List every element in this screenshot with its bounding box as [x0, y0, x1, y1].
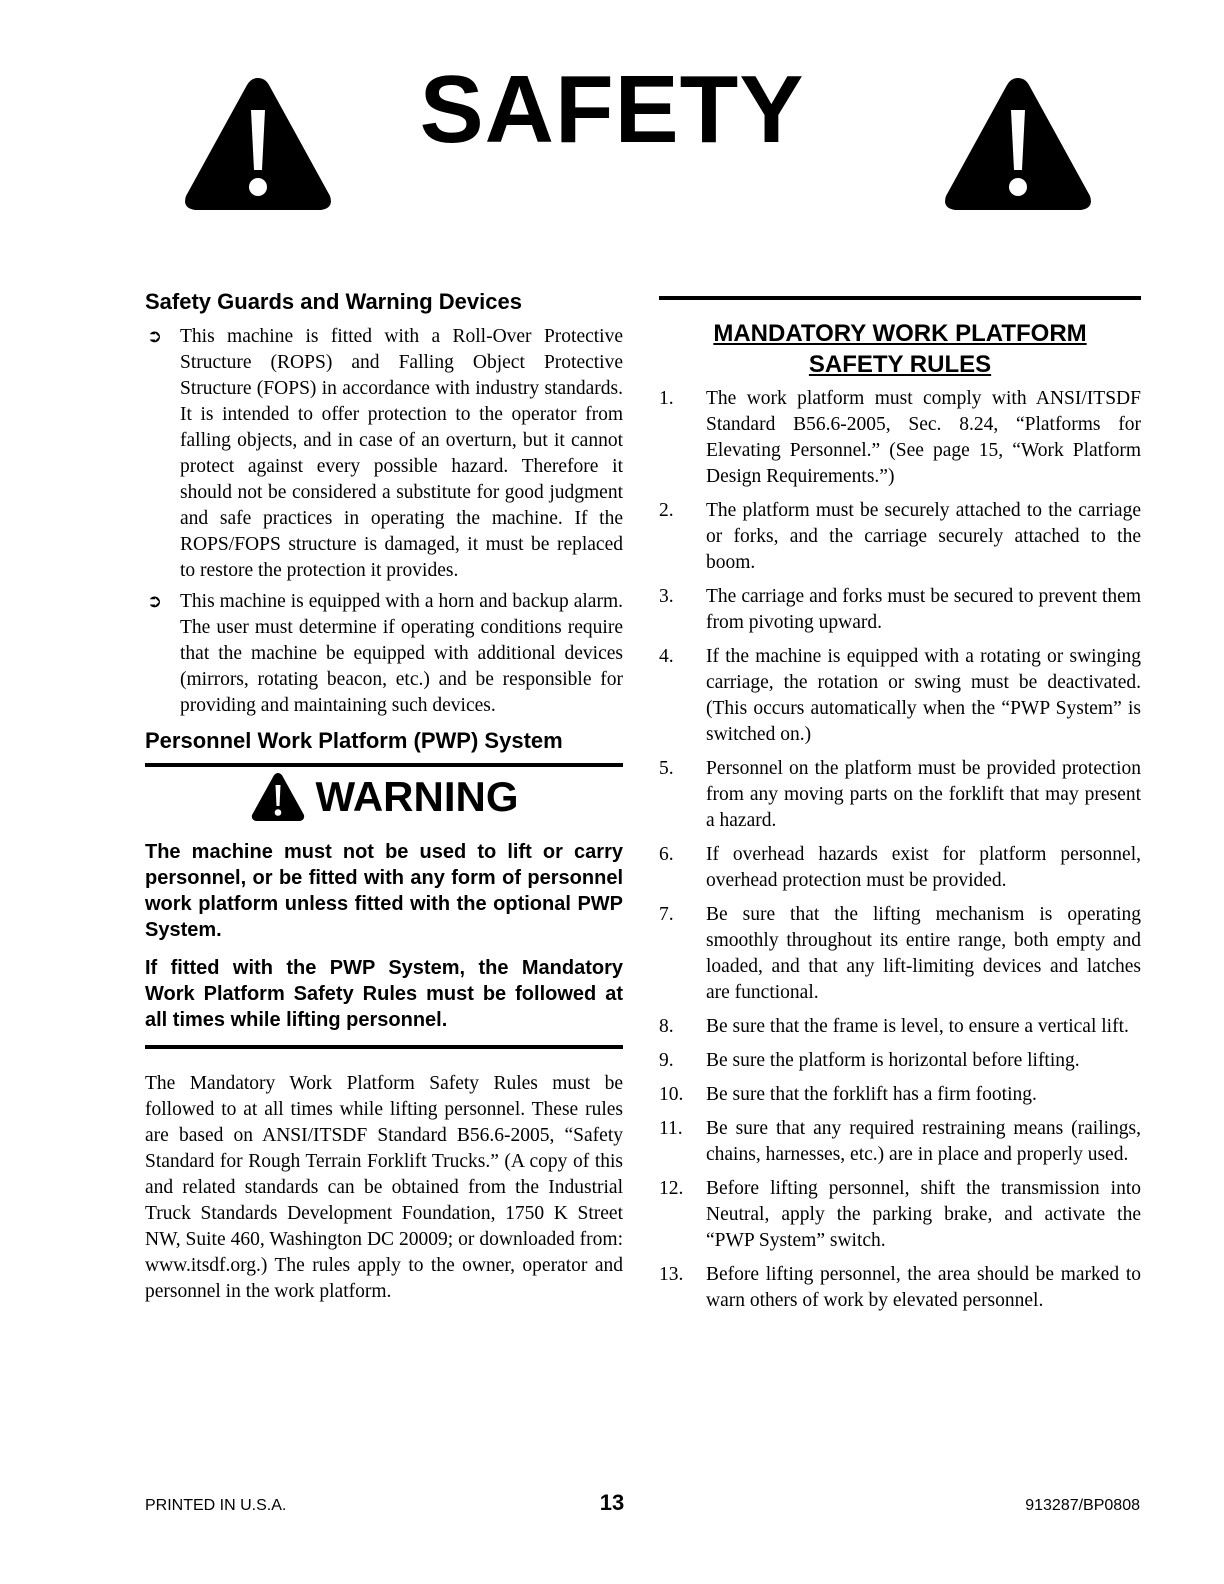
- warning-label: WARNING: [315, 773, 519, 820]
- warning-triangle-icon: [250, 771, 306, 823]
- footer-printed: PRINTED IN U.S.A.: [145, 1497, 287, 1514]
- rule-item: [659, 584, 1141, 636]
- rule-item: [659, 902, 1141, 1006]
- pwp-body-paragraph: The Mandatory Work Platform Safety Rules must be followed to at all times while lifting personnel. These rules are based on ANSI/ITSDF Standard B56.6-2005, “Safety Standard for Rough Terrain Forklift Trucks.” (A copy of this and related standards can be obtained from the Industrial Truck Standards Development Foundation, 1750 K Street NW, Suite 460, Washington DC 20009; or downloaded from: www.itsdf.org.) The rules apply to the owner, operator and personnel in the work platform.: [145, 1073, 623, 1302]
- rule-text: Be sure that the lifting mechanism is operating smoothly throughout its entire range, both empty and loaded, and that any lift-limiting devices and latches are functional.: [706, 904, 1141, 1003]
- bullet-item: [145, 324, 623, 584]
- rule-number: 3.: [659, 586, 674, 607]
- rule-number: 11.: [659, 1118, 683, 1139]
- rule-number: 10.: [659, 1084, 684, 1105]
- rule-item: [659, 1176, 1141, 1254]
- section-rule: [659, 296, 1141, 300]
- rules-title: [659, 318, 1141, 380]
- rule-text: Personnel on the platform must be provided protection from any moving parts on the forklift that may present a hazard.: [706, 758, 1141, 831]
- warning-top-rule: [145, 763, 623, 767]
- rule-text: The carriage and forks must be secured to prevent them from pivoting upward.: [706, 586, 1141, 633]
- rule-number: 4.: [659, 646, 674, 667]
- rules-title-line1: MANDATORY WORK PLATFORM: [713, 320, 1087, 347]
- rule-number: 1.: [659, 388, 674, 409]
- rule-text: The work platform must comply with ANSI/ITSDF Standard B56.6-2005, Sec. 8.24, “Platforms for Elevating Personnel.” (See page 15, “Work Platform Design Requirements.”): [706, 388, 1141, 487]
- rule-number: 7.: [659, 904, 674, 925]
- rule-item: [659, 1082, 1141, 1108]
- right-column: [659, 296, 1141, 1322]
- rule-number: 9.: [659, 1050, 674, 1071]
- rule-text: Be sure that any required restraining means (railings, chains, harnesses, etc.) are in place and properly used.: [706, 1118, 1141, 1165]
- rule-item: [659, 842, 1141, 894]
- arrow-bullet-icon: ➲: [147, 326, 163, 347]
- rules-list: [659, 386, 1141, 1314]
- page-title: SAFETY: [419, 56, 805, 163]
- rule-item: [659, 498, 1141, 576]
- rule-text: If overhead hazards exist for platform personnel, overhead protection must be provided.: [706, 844, 1141, 891]
- rule-text: Be sure that the forklift has a firm footing.: [706, 1084, 1037, 1105]
- footer-part-number: 913287/BP0808: [1025, 1497, 1140, 1514]
- rule-item: [659, 756, 1141, 834]
- warning-bottom-rule: [145, 1045, 623, 1049]
- left-column: [145, 288, 623, 1305]
- bullet-text: This machine is fitted with a Roll-Over Protective Structure (ROPS) and Falling Object Protective Structure (FOPS) in accordance with industry standards. It is intended to offer protection to the operator from falling objects, and in case of an overturn, but it cannot protect against every possible hazard. Therefore it should not be considered a substitute for good judgment and safe practices in operating the machine. If the ROPS/FOPS structure is damaged, it must be replaced to restore the protection it provides.: [180, 326, 623, 581]
- section-heading-pwp: Personnel Work Platform (PWP) System: [145, 728, 563, 753]
- rule-number: 2.: [659, 500, 674, 521]
- warning-header: [145, 769, 623, 825]
- rule-text: Be sure that the frame is level, to ensure a vertical lift.: [706, 1016, 1129, 1037]
- warning-paragraph: The machine must not be used to lift or carry personnel, or be fitted with any form of personnel work platform unless fitted with the optional PWP System.: [145, 841, 623, 941]
- section-heading-guards: Safety Guards and Warning Devices: [145, 289, 522, 314]
- rule-item: [659, 1116, 1141, 1168]
- rule-text: Be sure the platform is horizontal before lifting.: [706, 1050, 1080, 1071]
- rules-title-line2: SAFETY RULES: [808, 351, 992, 378]
- warning-paragraph: If fitted with the PWP System, the Mandatory Work Platform Safety Rules must be followed at all times while lifting personnel.: [145, 957, 623, 1031]
- rule-text: Before lifting personnel, the area should be marked to warn others of work by elevated personnel.: [706, 1264, 1141, 1311]
- rule-number: 5.: [659, 758, 674, 779]
- bullet-item: [145, 589, 623, 719]
- rule-text: The platform must be securely attached to the carriage or forks, and the carriage securely attached to the boom.: [706, 500, 1141, 573]
- page-number: 13: [599, 1490, 625, 1515]
- rule-item: [659, 1048, 1141, 1074]
- rule-item: [659, 386, 1141, 490]
- rule-item: [659, 1014, 1141, 1040]
- bullet-text: This machine is equipped with a horn and backup alarm. The user must determine if operating conditions require that the machine be equipped with additional devices (mirrors, rotating beacon, etc.) and be responsible for providing and maintaining such devices.: [180, 591, 623, 716]
- rule-item: [659, 1262, 1141, 1314]
- rule-number: 12.: [659, 1178, 684, 1199]
- rule-number: 13.: [659, 1264, 684, 1285]
- rule-number: 8.: [659, 1016, 674, 1037]
- rule-text: If the machine is equipped with a rotating or swinging carriage, the rotation or swing must be deactivated. (This occurs automatically when the “PWP System” is switched on.): [706, 646, 1141, 745]
- rule-number: 6.: [659, 844, 674, 865]
- arrow-bullet-icon: ➲: [147, 591, 163, 612]
- rule-item: [659, 644, 1141, 748]
- warning-triangle-icon: [941, 72, 1095, 214]
- rule-text: Before lifting personnel, shift the transmission into Neutral, apply the parking brake, and activate the “PWP System” switch.: [706, 1178, 1141, 1251]
